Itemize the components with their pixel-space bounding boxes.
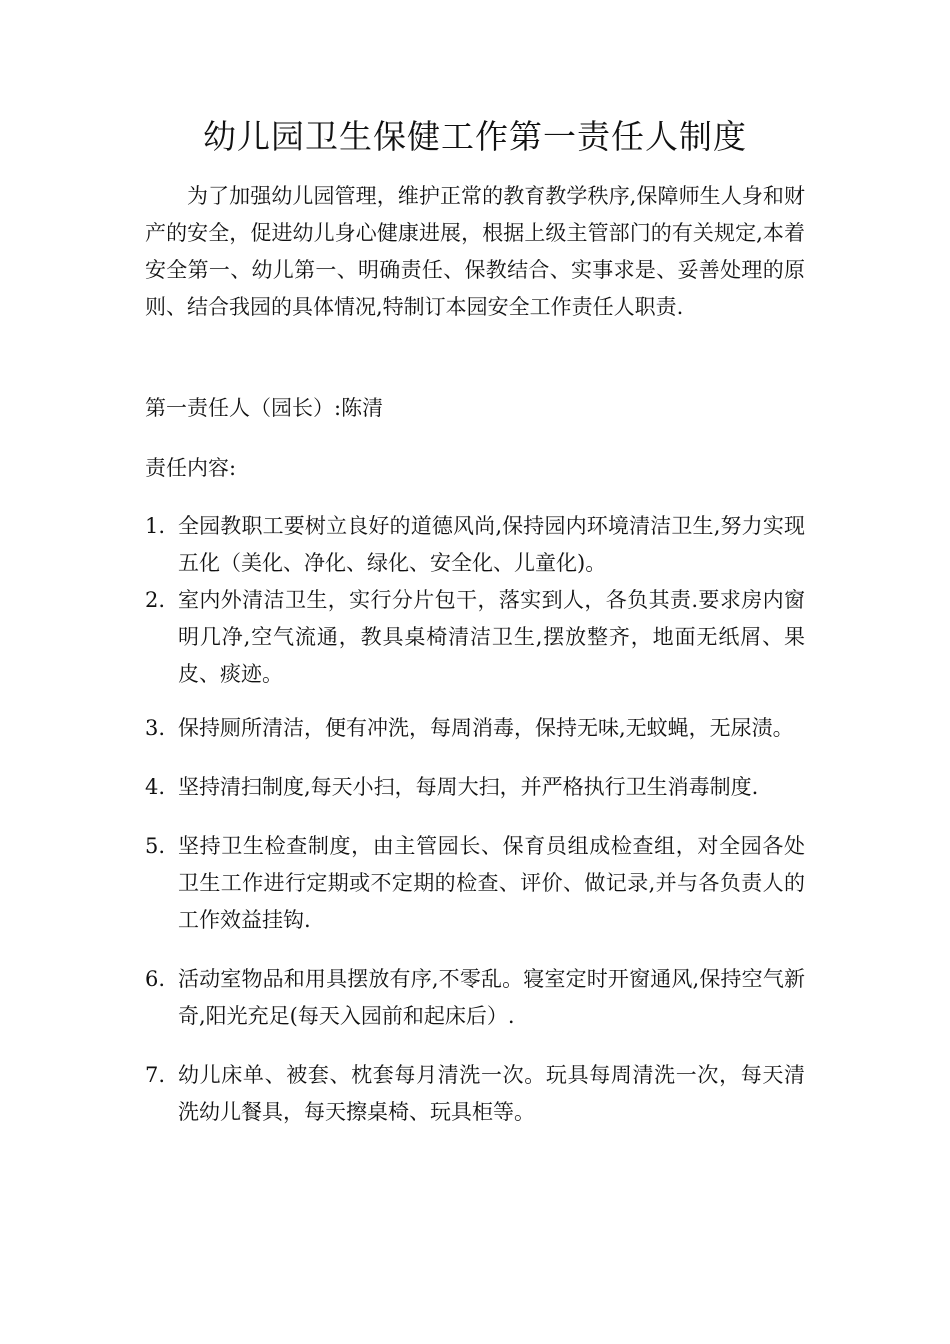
list-item [145,710,805,747]
list-item-text: 活动室物品和用具摆放有序,不零乱。寝室定时开窗通风,保持空气新奇,阳光充足(每天入园前和起床后）. [178,967,805,1028]
list-item-number: 5. [145,834,166,858]
list-item-text: 室内外清洁卫生，实行分片包干，落实到人，各负其责.要求房内窗明几净,空气流通，教具桌椅清洁卫生,摆放整齐，地面无纸屑、果皮、痰迹。 [178,588,805,686]
list-item [145,769,805,806]
list-item-number: 4. [145,775,166,799]
list-item-text: 保持厕所清洁，便有冲洗，每周消毒，保持无味,无蚊蝇，无尿渍。 [178,716,794,740]
document-title: 幼儿园卫生保健工作第一责任人制度 [203,117,747,156]
intro-paragraph: 为了加强幼儿园管理，维护正常的教育教学秩序,保障师生人身和财产的安全，促进幼儿身心健康进展，根据上级主管部门的有关规定,本着安全第一、幼儿第一、明确责任、保教结合、实事求是、妥善处理的原则、结合我园的具体情况,特制订本园安全工作责任人职责. [145,184,805,319]
content-heading: 责任内容: [145,456,237,480]
list-item-number: 3. [145,716,166,740]
responsibility-list [145,508,805,1131]
list-item-number: 7. [145,1063,166,1087]
list-item-text: 幼儿床单、被套、枕套每月清洗一次。玩具每周清洗一次，每天清洗幼儿餐具，每天擦桌椅、玩具柜等。 [178,1063,805,1124]
list-item-text: 坚持卫生检查制度，由主管园长、保育员组成检查组，对全园各处卫生工作进行定期或不定期的检查、评价、做记录,并与各负责人的工作效益挂钩. [178,834,805,932]
list-item-number: 2. [145,588,166,612]
list-item [145,961,805,1035]
list-item-number: 1. [145,514,166,538]
list-item [145,1057,805,1131]
list-item-text: 全园教职工要树立良好的道德风尚,保持园内环境清洁卫生,努力实现五化（美化、净化、绿化、安全化、儿童化)。 [178,514,805,575]
list-item [145,582,805,693]
responsible-person: 第一责任人（园长）:陈清 [145,396,384,420]
list-item-number: 6. [145,967,166,991]
list-item [145,508,805,582]
list-item [145,828,805,939]
list-item-text: 坚持清扫制度,每天小扫，每周大扫，并严格执行卫生消毒制度. [178,775,759,799]
